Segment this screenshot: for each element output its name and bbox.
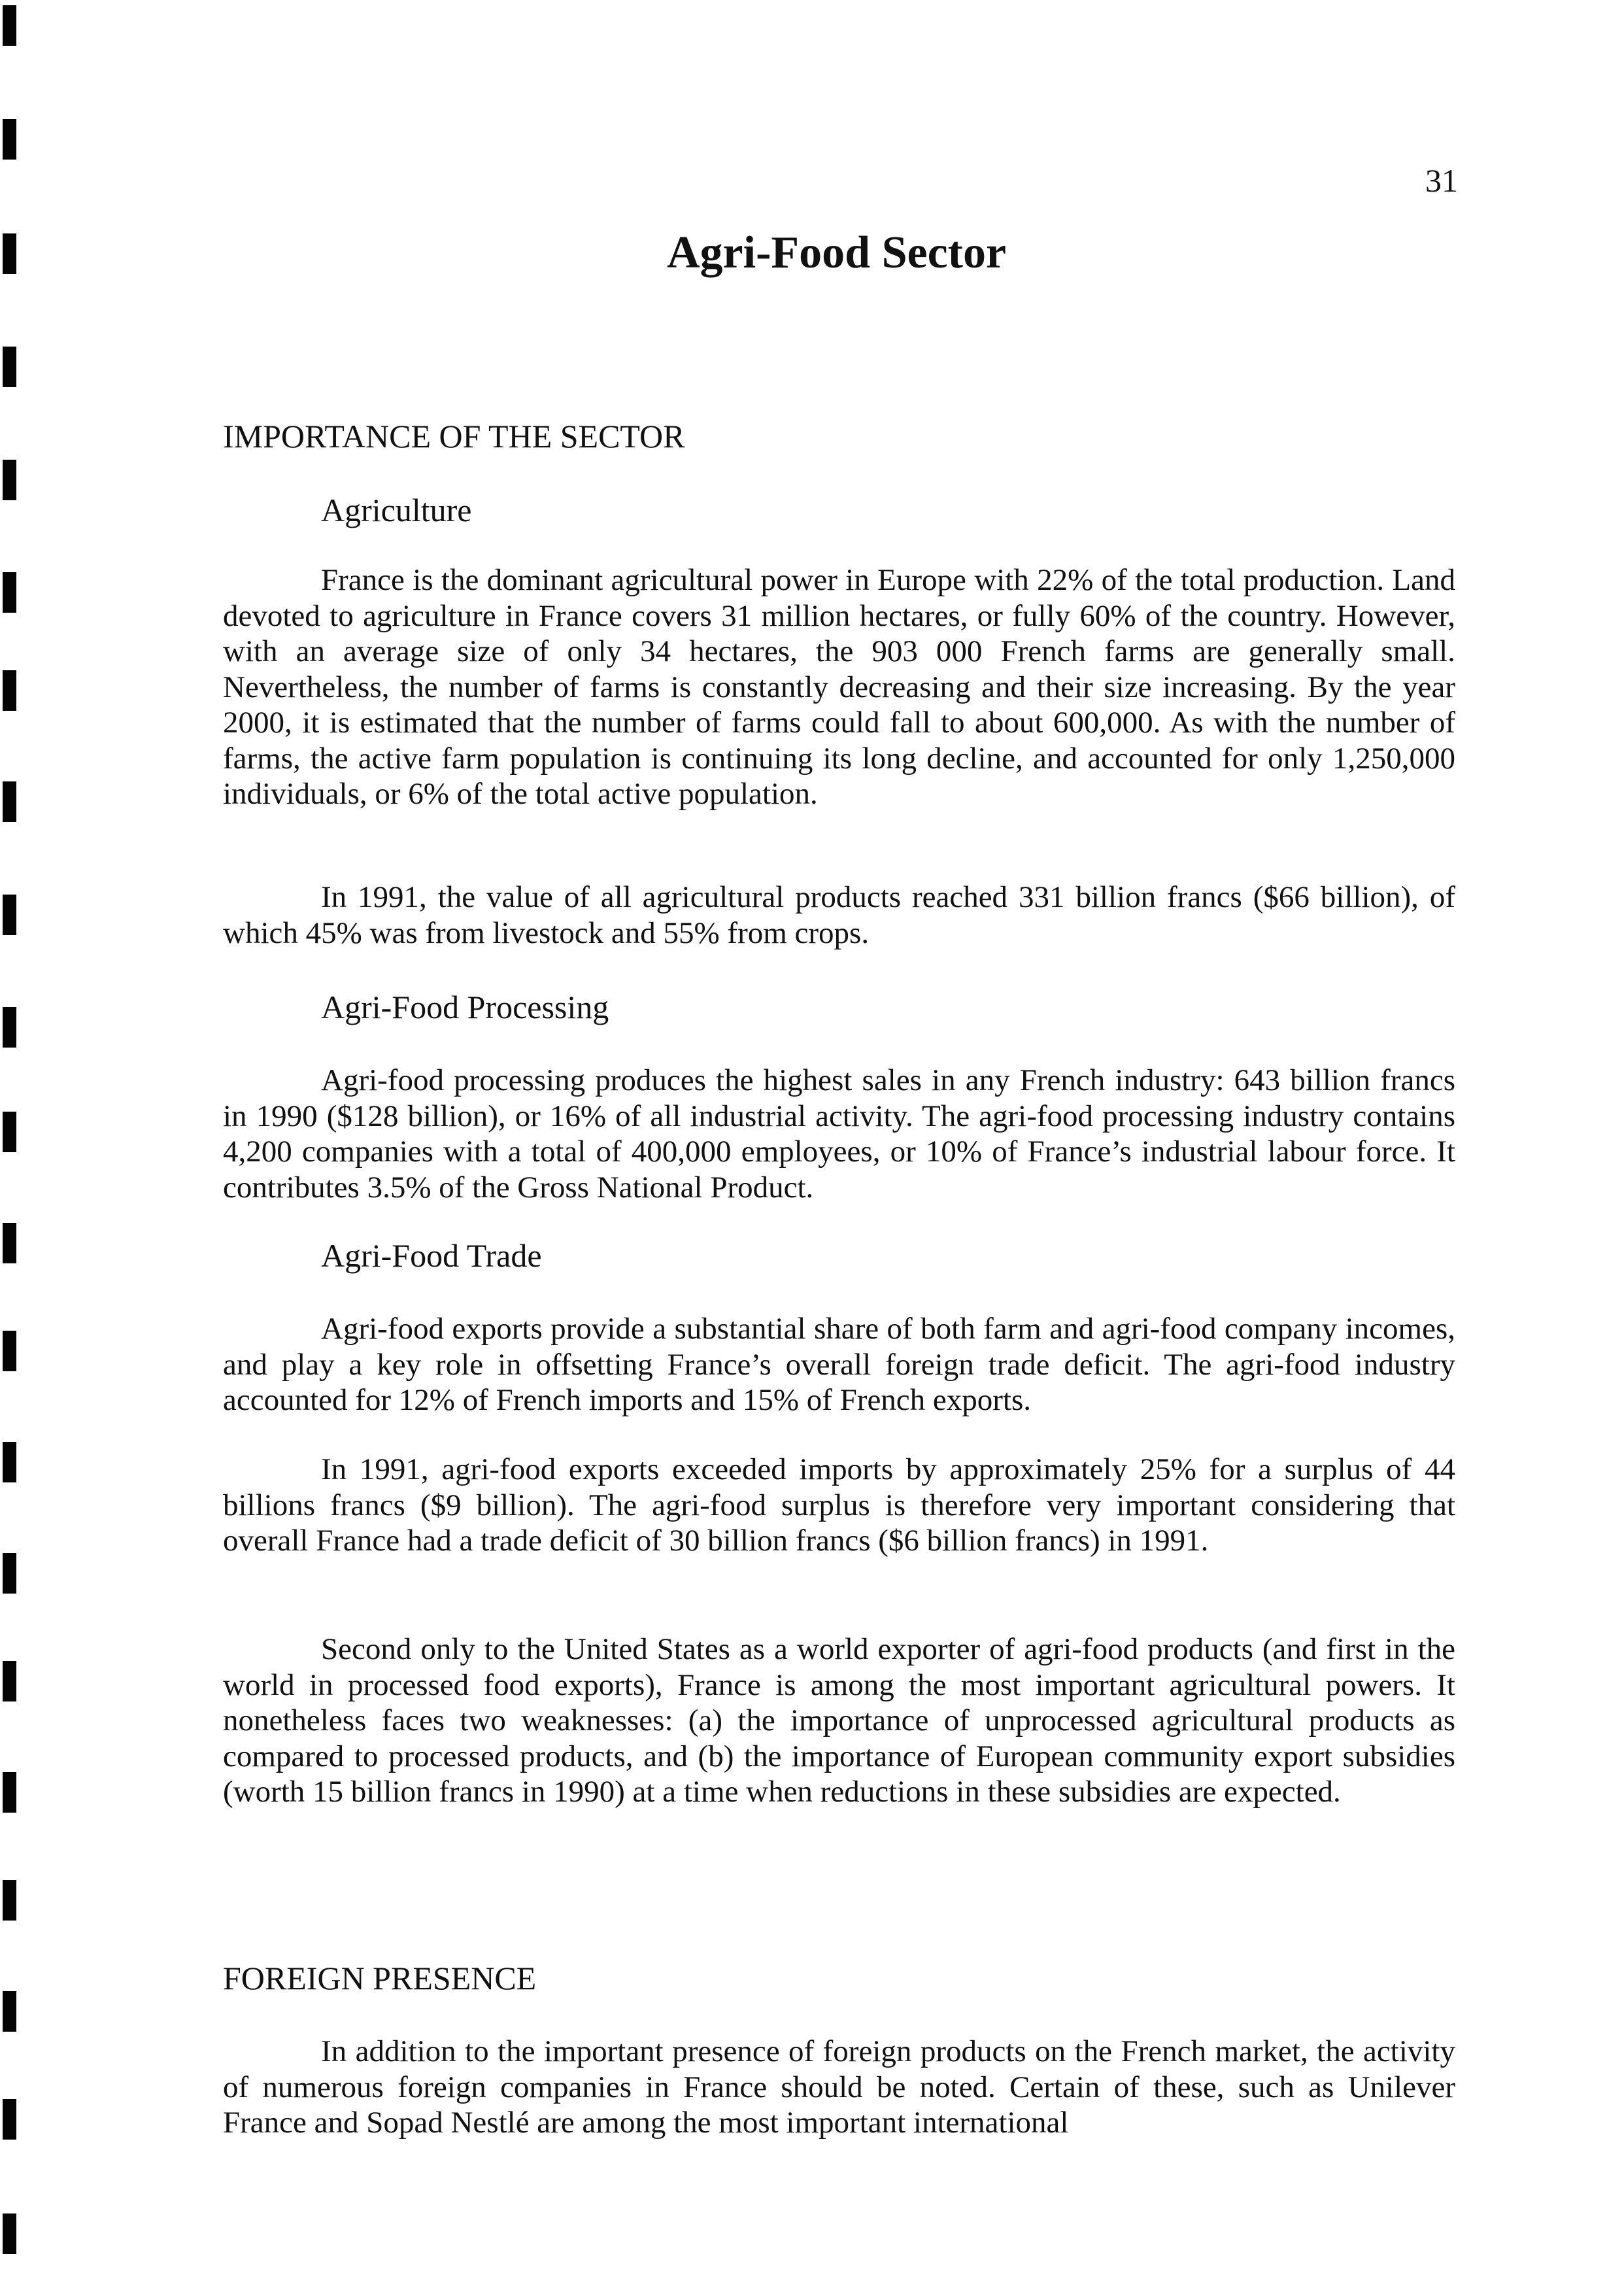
binding-hole [3,1331,16,1371]
binding-hole [3,572,16,613]
page-title: Agri-Food Sector [667,228,1007,278]
binding-hole [3,2213,16,2254]
binding-hole [3,2099,16,2140]
binding-hole [3,1991,16,2032]
section-heading-importance: IMPORTANCE OF THE SECTOR [223,418,685,454]
binding-hole [3,781,16,822]
paragraph-trade-1: Agri-food exports provide a substantial share of both farm and agri-food company incomes, and play a key role in offsetting France’s overall foreign trade deficit. The agri-food industry accounted for 12% of French imports and 15% of French exports. [223,1312,1455,1417]
binding-hole [3,1772,16,1813]
binding-hole [3,1007,16,1048]
binding-hole [3,1112,16,1152]
binding-hole [3,1553,16,1594]
binding-hole [3,1442,16,1482]
binding-hole [3,5,16,46]
subheading-agri-food-trade: Agri-Food Trade [321,1237,542,1274]
spiral-binding [0,0,26,2290]
paragraph-processing-1: Agri-food processing produces the highest sales in any French industry: 643 billion francs in 1990 ($128 billion), or 16% of all industrial activity. The agri-food processing industry contains 4,200 companies with a total of 400,000 employees, or 10% of France’s industrial labour force. It contributes 3.5% of the Gross National Product. [223,1063,1455,1205]
subheading-agriculture: Agriculture [321,492,472,528]
binding-hole [3,670,16,711]
binding-hole [3,1661,16,1701]
paragraph-trade-3: Second only to the United States as a world exporter of agri-food products (and first in the world in processed food exports), France is among the most important agricultural powers. It nonetheless faces two weaknesses: (a) the importance of unprocessed agricultural products as compared to processed products, and (b) the importance of European community export subsidies (worth 15 billion francs in 1990) at a time when reductions in these subsidies are expected. [223,1632,1455,1809]
section-heading-foreign-presence: FOREIGN PRESENCE [223,1960,537,1996]
paragraph-foreign-1: In addition to the important presence of foreign products on the French market, the activity of numerous foreign companies in France should be noted. Certain of these, such as Unilever France and Sopad Nestlé are among the most important international [223,2034,1455,2140]
binding-hole [3,233,16,274]
binding-hole [3,347,16,387]
binding-hole [3,1880,16,1921]
paragraph-agriculture-2: In 1991, the value of all agricultural products reached 331 billion francs ($66 billion), of which 45% was from livestock and 55% from crops. [223,880,1455,950]
page-number: 31 [1425,162,1458,199]
paragraph-agriculture-1: France is the dominant agricultural power in Europe with 22% of the total production. Land devoted to agriculture in France covers 31 million hectares, or fully 60% of the country. However, with an average size of only 34 hectares, the 903 000 French farms are generally small. Nevertheless, the number of farms is constantly decreasing and their size increasing. By the year 2000, it is estimated that the number of farms could fall to about 600,000. As with the number of farms, the active farm population is continuing its long decline, and accounted for only 1,250,000 individuals, or 6% of the total active population. [223,563,1455,811]
binding-hole [3,895,16,935]
binding-hole [3,119,16,160]
binding-hole [3,460,16,500]
subheading-agri-food-processing: Agri-Food Processing [321,989,609,1025]
binding-hole [3,1223,16,1263]
paragraph-trade-2: In 1991, agri-food exports exceeded imports by approximately 25% for a surplus of 44 billions francs ($9 billion). The agri-food surplus is therefore very important considering that overall France had a trade deficit of 30 billion francs ($6 billion francs) in 1991. [223,1452,1455,1558]
